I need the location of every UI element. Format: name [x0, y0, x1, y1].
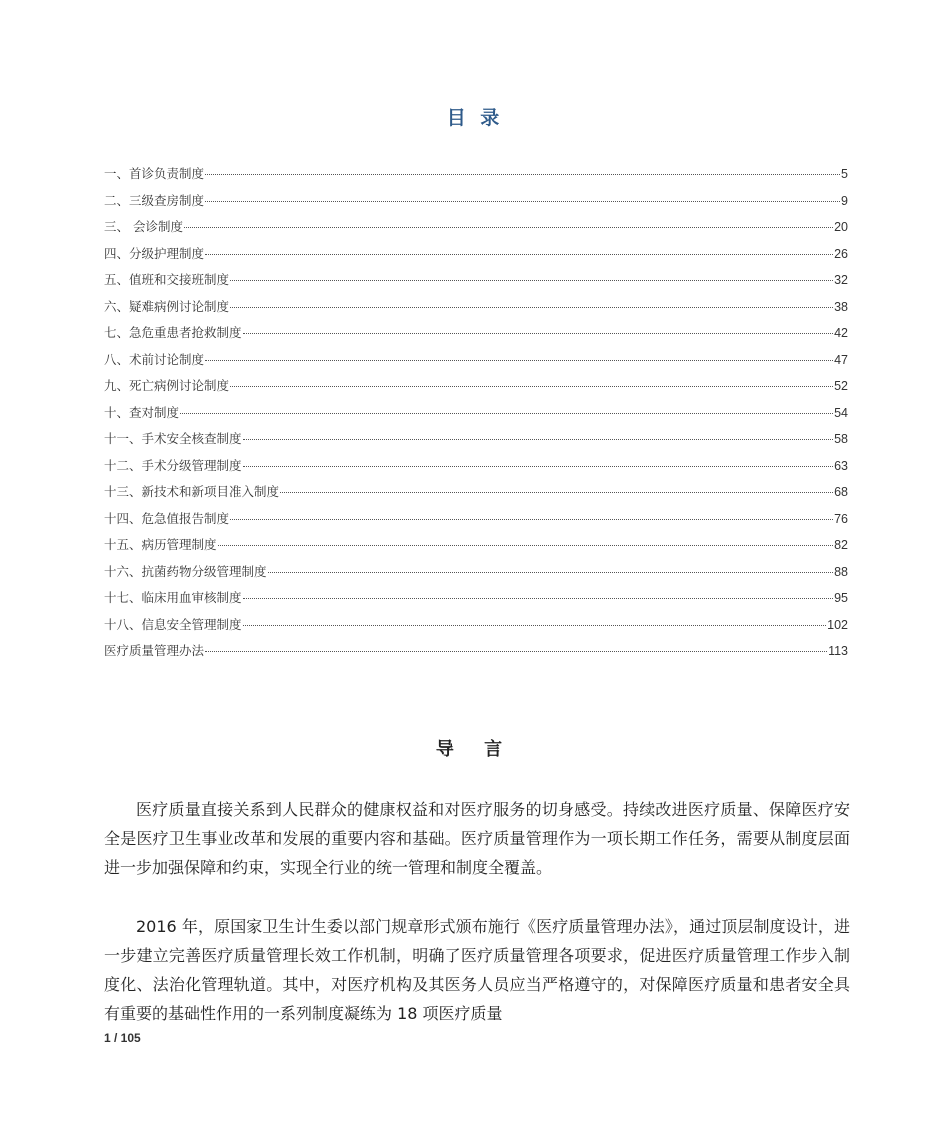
toc-dot-leader	[205, 360, 833, 361]
toc-entry[interactable]	[104, 270, 848, 297]
toc-dot-leader	[230, 280, 833, 281]
toc-entry[interactable]	[104, 403, 848, 430]
toc-entry-page: 38	[834, 299, 848, 314]
toc-entry-label: 十八、信息安全管理制度	[104, 616, 242, 632]
toc-dot-leader	[268, 572, 834, 573]
toc-dot-leader	[205, 201, 840, 202]
toc-entry[interactable]	[104, 456, 848, 483]
toc-entry[interactable]	[104, 350, 848, 377]
toc-dot-leader	[230, 519, 833, 520]
toc-entry-page: 68	[834, 485, 848, 499]
table-of-contents	[104, 164, 848, 668]
toc-dot-leader	[243, 333, 834, 334]
toc-entry-label: 五、值班和交接班制度	[104, 272, 230, 287]
toc-dot-leader	[230, 386, 833, 387]
toc-entry[interactable]	[104, 164, 848, 191]
toc-entry-label: 十六、抗菌药物分级管理制度	[104, 563, 267, 579]
toc-entry-page: 32	[834, 273, 848, 287]
page-number: 1 / 105	[104, 1031, 141, 1045]
toc-entry-label: 十、查对制度	[104, 404, 180, 420]
toc-entry-page: 42	[834, 326, 848, 340]
toc-dot-leader	[205, 254, 833, 255]
toc-entry-page: 52	[834, 379, 848, 393]
toc-dot-leader	[205, 174, 840, 175]
intro-paragraph-1: 医疗质量直接关系到人民群众的健康权益和对医疗服务的切身感受。持续改进医疗质量、保障医疗安全是医疗卫生事业改革和发展的重要内容和基础。医疗质量管理作为一项长期工作任务，需要从制度层面进一步加强保障和约束，实现全行业的统一管理和制度全覆盖。	[104, 800, 850, 877]
toc-entry-label: 九、死亡病例讨论制度	[104, 378, 230, 393]
toc-entry[interactable]	[104, 535, 848, 562]
toc-entry[interactable]	[104, 376, 848, 403]
toc-entry-label: 十四、危急值报告制度	[104, 510, 230, 526]
toc-entry-label: 四、分级护理制度	[104, 245, 205, 261]
toc-entry-label: 十一、手术安全核查制度	[104, 431, 242, 446]
toc-entry[interactable]	[104, 323, 848, 350]
toc-entry-label: 十五、病历管理制度	[104, 537, 217, 552]
toc-entry-page: 113	[828, 644, 848, 658]
toc-dot-leader	[243, 598, 834, 599]
toc-entry[interactable]	[104, 429, 848, 456]
toc-entry[interactable]	[104, 191, 848, 218]
toc-entry-page: 82	[834, 538, 848, 552]
toc-entry-label: 十七、临床用血审核制度	[104, 590, 242, 605]
toc-entry-page: 76	[834, 511, 848, 526]
toc-dot-leader	[205, 651, 827, 652]
toc-dot-leader	[230, 307, 833, 308]
toc-entry-label: 二、三级查房制度	[104, 192, 205, 208]
toc-dot-leader	[184, 227, 833, 228]
toc-dot-leader	[280, 492, 833, 493]
toc-entry-label: 六、疑难病例讨论制度	[104, 298, 230, 314]
intro-title: 导 言	[435, 739, 515, 760]
toc-dot-leader	[243, 466, 834, 467]
toc-entry[interactable]	[104, 641, 848, 668]
toc-entry[interactable]	[104, 588, 848, 615]
toc-dot-leader	[180, 413, 833, 414]
toc-entry-page: 26	[834, 246, 848, 261]
toc-entry-page: 9	[841, 193, 848, 208]
toc-title: 目 录	[446, 107, 504, 129]
toc-entry-label: 一、首诊负责制度	[104, 166, 205, 181]
toc-entry[interactable]	[104, 482, 848, 509]
toc-entry-page: 54	[834, 405, 848, 420]
toc-dot-leader	[243, 439, 834, 440]
toc-entry[interactable]	[104, 217, 848, 244]
toc-entry-page: 63	[834, 458, 848, 473]
toc-entry-label: 十三、新技术和新项目准入制度	[104, 484, 280, 499]
toc-entry[interactable]	[104, 562, 848, 589]
toc-entry-page: 5	[841, 167, 848, 181]
toc-entry[interactable]	[104, 615, 848, 642]
toc-entry-label: 七、急危重患者抢救制度	[104, 325, 242, 340]
toc-entry-page: 88	[834, 564, 848, 579]
toc-entry[interactable]	[104, 509, 848, 536]
toc-entry-page: 58	[834, 432, 848, 446]
toc-dot-leader	[243, 625, 827, 626]
toc-entry-page: 102	[827, 617, 848, 632]
toc-entry-label: 医疗质量管理办法	[104, 643, 205, 658]
toc-entry[interactable]	[104, 297, 848, 324]
toc-entry-label: 三、 会诊制度	[104, 219, 183, 234]
toc-entry-page: 95	[834, 591, 848, 605]
intro-paragraph-2: 2016 年，原国家卫生计生委以部门规章形式颁布施行《医疗质量管理办法》，通过顶层制度设计，进一步建立完善医疗质量管理长效工作机制，明确了医疗质量管理各项要求，促进医疗质量管理工作步入制度化、法治化管理轨道。其中，对医疗机构及其医务人员应当严格遵守的，对保障医疗质量和患者安全具有重要的基础性作用的一系列制度凝练为 18 项医疗质量	[104, 917, 850, 1023]
toc-entry-page: 20	[834, 220, 848, 234]
toc-dot-leader	[218, 545, 834, 546]
toc-entry-page: 47	[834, 352, 848, 367]
toc-entry-label: 八、术前讨论制度	[104, 351, 205, 367]
toc-entry-label: 十二、手术分级管理制度	[104, 457, 242, 473]
toc-entry[interactable]	[104, 244, 848, 271]
